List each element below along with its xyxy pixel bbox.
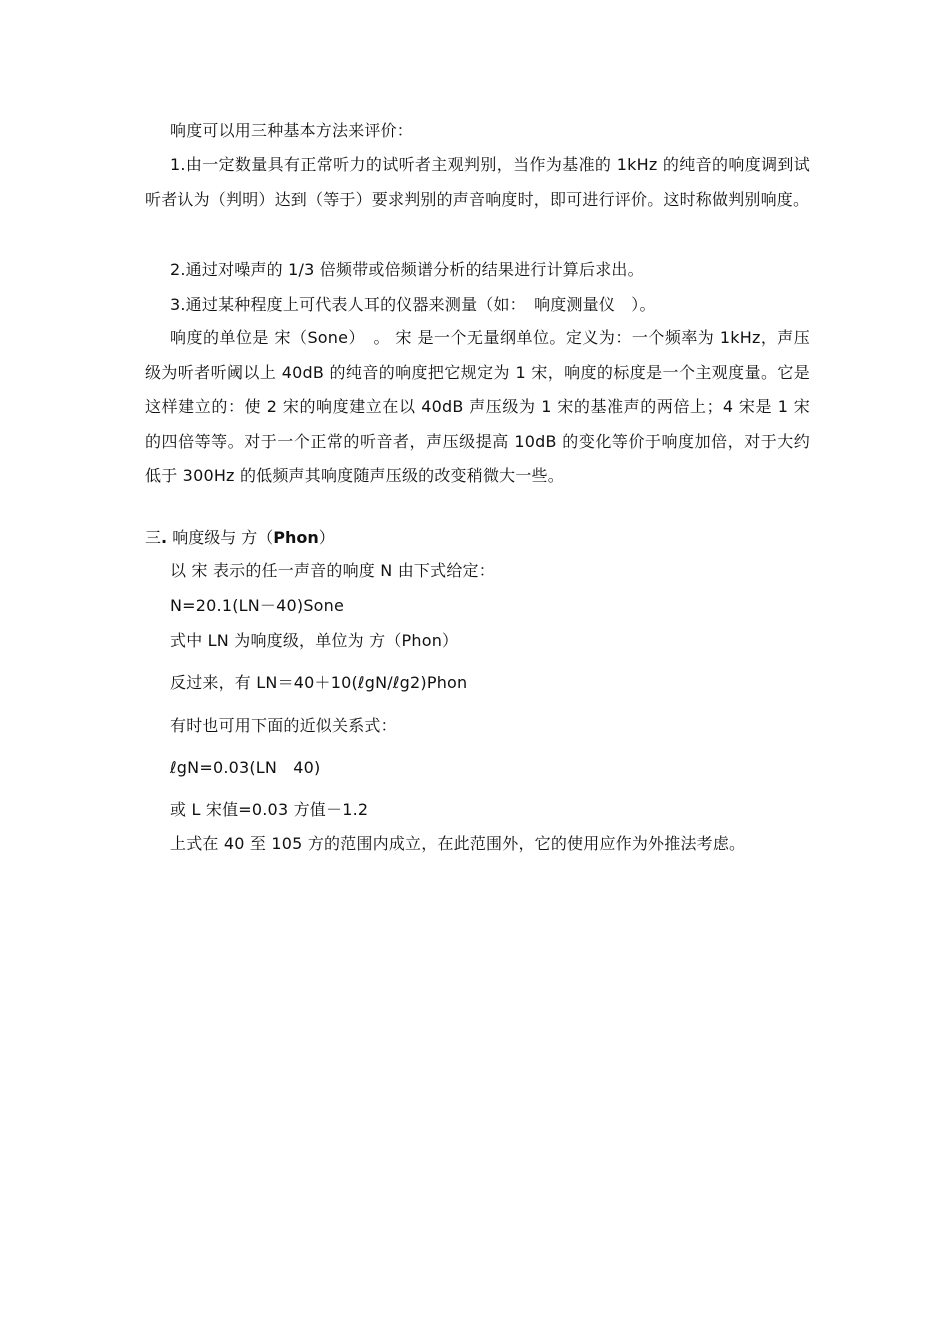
method-3-text: 3.通过某种程度上可代表人耳的仪器来测量（如： 响度测量仪 ）。	[170, 295, 656, 314]
section-3-heading	[145, 528, 335, 548]
sone-definition-paragraph: 响度的单位是 宋（Sone） 。 宋 是一个无量纲单位。定义为：一个频率为 1kHz，声压级为听者听阈以上 40dB 的纯音的响度把它规定为 1 宋，响度的标度是一个主观度量。它是这样建立的：使 2 宋的响度建立在以 40dB 声压级为 1 宋的基准声的两倍上；4 宋是 1 宋的四倍等等。对于一个正常的听音者，声压级提高 10dB 的变化等价于响度加倍，对于大约低于 300Hz 的低频声其响度随声压级的改变稍微大一些。	[145, 328, 810, 485]
reverse-formula-text: 反过来，有 LN＝40＋10(ℓgN/ℓg2)Phon	[170, 673, 468, 692]
method-1-paragraph: 1.由一定数量具有正常听力的试听者主观判别，当作为基准的 1kHz 的纯音的响度调到试听者认为（判明）达到（等于）要求判别的声音响度时，即可进行评价。这时称做判别响度。	[145, 155, 810, 209]
section-3-dot: .	[161, 528, 168, 547]
formula-n: N=20.1(LN－40)Sone	[170, 596, 345, 615]
section-3-close: ）	[318, 528, 335, 547]
section-3-number: 三	[145, 528, 162, 547]
ln-definition-text: 式中 LN 为响度级，单位为 方（Phon）	[170, 631, 459, 650]
formula-lgn: ℓgN=0.03(LN 40)	[170, 758, 321, 777]
formula-sone-phon: 或 L 宋值=0.03 方值－1.2	[170, 800, 369, 819]
approx-intro-text: 有时也可用下面的近似关系式：	[170, 716, 397, 735]
method-2-text: 2.通过对噪声的 1/3 倍频带或倍频谱分析的结果进行计算后求出。	[170, 260, 644, 279]
section-3-phon: Phon	[273, 528, 319, 547]
section-3-title: 响度级与 方（	[172, 528, 274, 547]
loudness-n-text: 以 宋 表示的任一声音的响度 N 由下式给定：	[170, 561, 495, 580]
validity-range-text: 上式在 40 至 105 方的范围内成立，在此范围外，它的使用应作为外推法考虑。	[170, 834, 746, 853]
intro-text: 响度可以用三种基本方法来评价：	[170, 121, 414, 140]
